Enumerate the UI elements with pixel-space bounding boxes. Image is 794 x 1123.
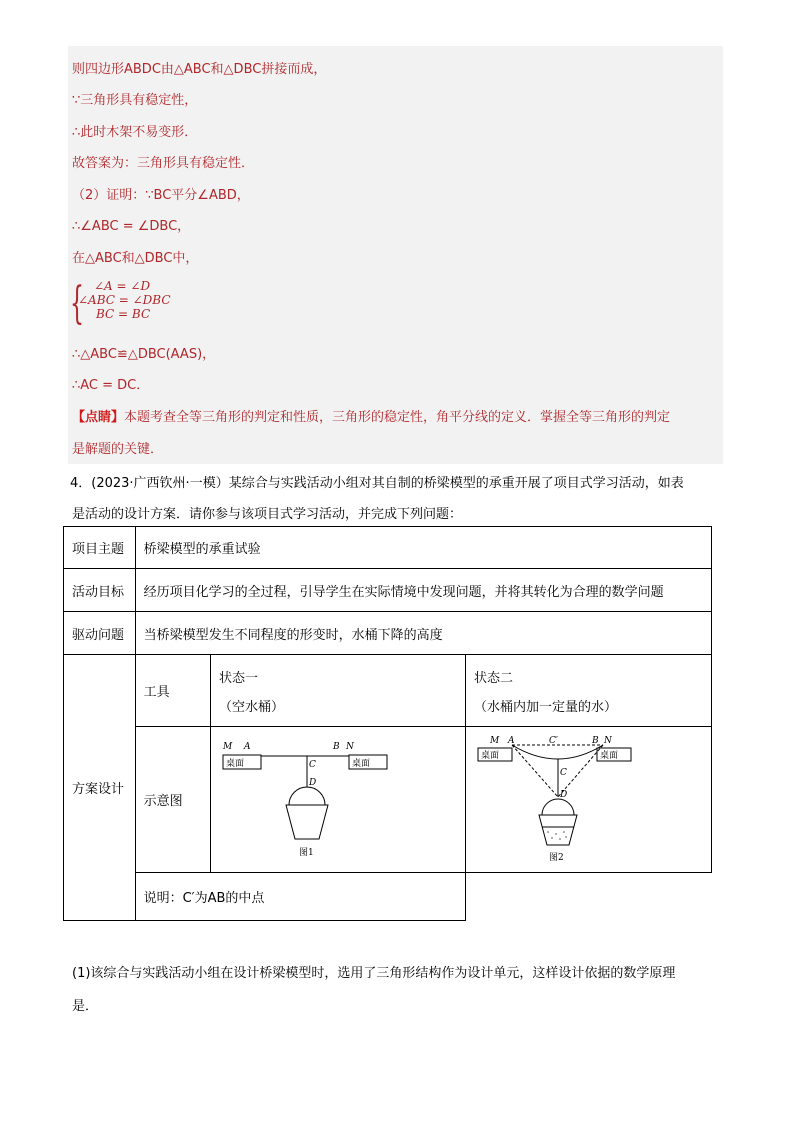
row-value: 当桥梁模型发生不同程度的形变时，水桶下降的高度 — [135, 612, 711, 655]
part1-line: 是． — [72, 999, 99, 1014]
label-C-prime: C′ — [548, 736, 558, 746]
solution-line: 则四边形ABDC由△ABC和△DBC拼接而成， — [72, 62, 327, 77]
desk-left-label: 桌面 — [225, 759, 244, 769]
design-table — [63, 526, 712, 921]
state1-cell — [210, 655, 465, 727]
tool-label: 工具 — [135, 655, 210, 727]
row-value: 桥梁模型的承重试验 — [135, 527, 711, 569]
state1-title: 状态一 — [218, 670, 258, 686]
state2-cell — [465, 655, 711, 727]
diagram-label: 示意图 — [135, 727, 210, 873]
row-label: 项目主题 — [64, 527, 136, 569]
row-label: 活动目标 — [64, 569, 136, 612]
state1-desc: （空水桶） — [218, 699, 284, 715]
bucket-body — [539, 815, 577, 845]
label-N: N — [603, 736, 612, 746]
equation-row: ∠A = ∠D — [94, 279, 151, 293]
question-line: 4．(2023·广西钦州·一模）某综合与实践活动小组对其自制的桥梁模型的承重开展了项目式学习活动，如表 — [70, 476, 684, 491]
equation-row: ∠ABC = ∠DBC — [78, 293, 171, 307]
solution-line: 在△ABC和△DBC中， — [72, 251, 199, 266]
label-B: B — [591, 736, 599, 746]
desk-right-label: 桌面 — [351, 759, 370, 769]
figure2-caption: 图2 — [548, 853, 564, 863]
solution-line: ∴AC = DC． — [72, 378, 150, 393]
solution-line: （2）证明：∵BC平分∠ABD， — [72, 188, 250, 203]
state2-desc: （水桶内加一定量的水） — [473, 699, 617, 715]
equation-row: BC = BC — [96, 307, 151, 321]
figure1-caption: 图1 — [298, 848, 314, 858]
label-A: A — [243, 742, 251, 752]
bucket-handle — [542, 799, 574, 815]
label-M: M — [222, 742, 233, 752]
row-label: 驱动问题 — [64, 612, 136, 655]
row-value: 经历项目化学习的全过程，引导学生在实际情境中发现问题，并将其转化为合理的数学问题 — [135, 569, 711, 612]
desk-right-label: 桌面 — [599, 751, 618, 761]
label-D: D — [559, 790, 568, 800]
label-N: N — [345, 742, 354, 752]
system-brace: { — [70, 278, 84, 329]
solution-line: ∴此时木架不易变形． — [72, 125, 198, 140]
part1-line: (1)该综合与实践活动小组在设计桥梁模型时，选用了三角形结构作为设计单元，这样设计依据的数学原理 — [72, 966, 676, 981]
row-label: 方案设计 — [64, 655, 136, 921]
comment-text: 本题考查全等三角形的判定和性质，三角形的稳定性，角平分线的定义．掌握全等三角形的判定 — [124, 410, 671, 425]
solution-line: 故答案为：三角形具有稳定性． — [72, 156, 255, 171]
support-left — [512, 745, 558, 797]
beam-deformed — [512, 745, 603, 759]
solution-line: ∴∠ABC = ∠DBC， — [72, 219, 191, 234]
figure2-cell — [465, 727, 711, 873]
label-C: C — [559, 768, 567, 778]
note-cell: 说明：C′为AB的中点 — [135, 873, 465, 921]
state2-title: 状态二 — [473, 670, 513, 686]
figure1-diagram — [211, 727, 465, 872]
desk-left-label: 桌面 — [480, 751, 499, 761]
bucket-handle — [289, 787, 325, 805]
comment-line — [72, 406, 670, 425]
figure2-diagram — [466, 727, 711, 872]
solution-line: ∵三角形具有稳定性， — [72, 93, 198, 108]
figure1-cell — [210, 727, 465, 873]
comment-line: 是解题的关键． — [72, 442, 164, 457]
label-A: A — [507, 736, 515, 746]
bucket-body — [286, 805, 328, 839]
label-D: D — [308, 778, 317, 788]
label-B: B — [332, 742, 340, 752]
label-M: M — [489, 736, 500, 746]
question-line: 是活动的设计方案．请你参与该项目式学习活动，并完成下列问题： — [72, 507, 463, 522]
comment-tag: 【点睛】 — [72, 410, 125, 425]
solution-line: ∴△ABC≌△DBC(AAS)， — [72, 347, 216, 362]
label-C: C — [308, 760, 316, 770]
